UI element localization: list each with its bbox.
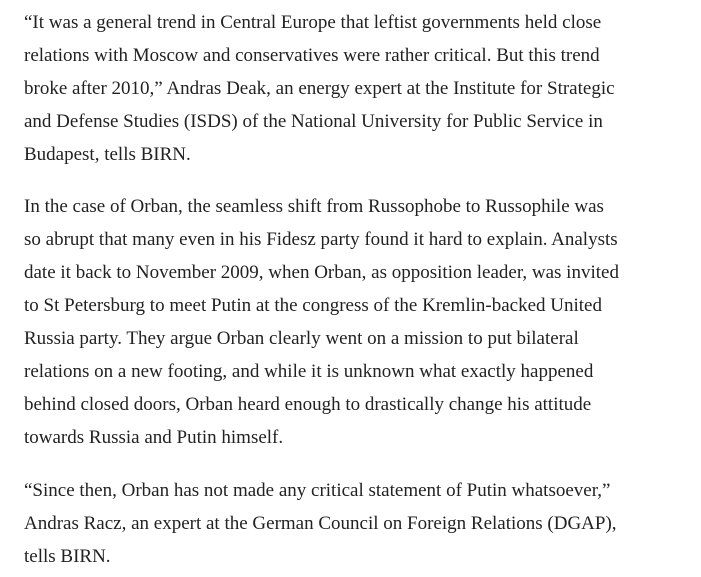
paragraph-3 <box>24 474 701 573</box>
text-line: Andras Racz, an expert at the German Council on Foreign Relations (DGAP), <box>24 513 617 534</box>
text-line: so abrupt that many even in his Fidesz party found it hard to explain. Analysts <box>24 229 618 250</box>
text-line: relations on a new footing, and while it is unknown what exactly happened <box>24 361 594 382</box>
text-line: relations with Moscow and conservatives were rather critical. But this trend <box>24 45 600 66</box>
text-line: Russia party. They argue Orban clearly went on a mission to put bilateral <box>24 328 579 349</box>
text-line: broke after 2010,” Andras Deak, an energy expert at the Institute for Strategic <box>24 78 615 99</box>
text-line: behind closed doors, Orban heard enough to drastically change his attitude <box>24 394 592 415</box>
text-line: In the case of Orban, the seamless shift from Russophobe to Russophile was <box>24 196 604 217</box>
text-line: and Defense Studies (ISDS) of the National University for Public Service in <box>24 111 603 132</box>
text-line: “It was a general trend in Central Europe that leftist governments held close <box>24 12 602 33</box>
text-line: tells BIRN. <box>24 546 111 567</box>
text-line: to St Petersburg to meet Putin at the congress of the Kremlin-backed United <box>24 295 602 316</box>
text-line: date it back to November 2009, when Orban, as opposition leader, was invited <box>24 262 619 283</box>
text-line: Budapest, tells BIRN. <box>24 144 191 165</box>
text-line: “Since then, Orban has not made any critical statement of Putin whatsoever,” <box>24 480 611 501</box>
paragraph-1 <box>24 6 701 171</box>
text-line: towards Russia and Putin himself. <box>24 427 284 448</box>
paragraph-2 <box>24 190 701 454</box>
